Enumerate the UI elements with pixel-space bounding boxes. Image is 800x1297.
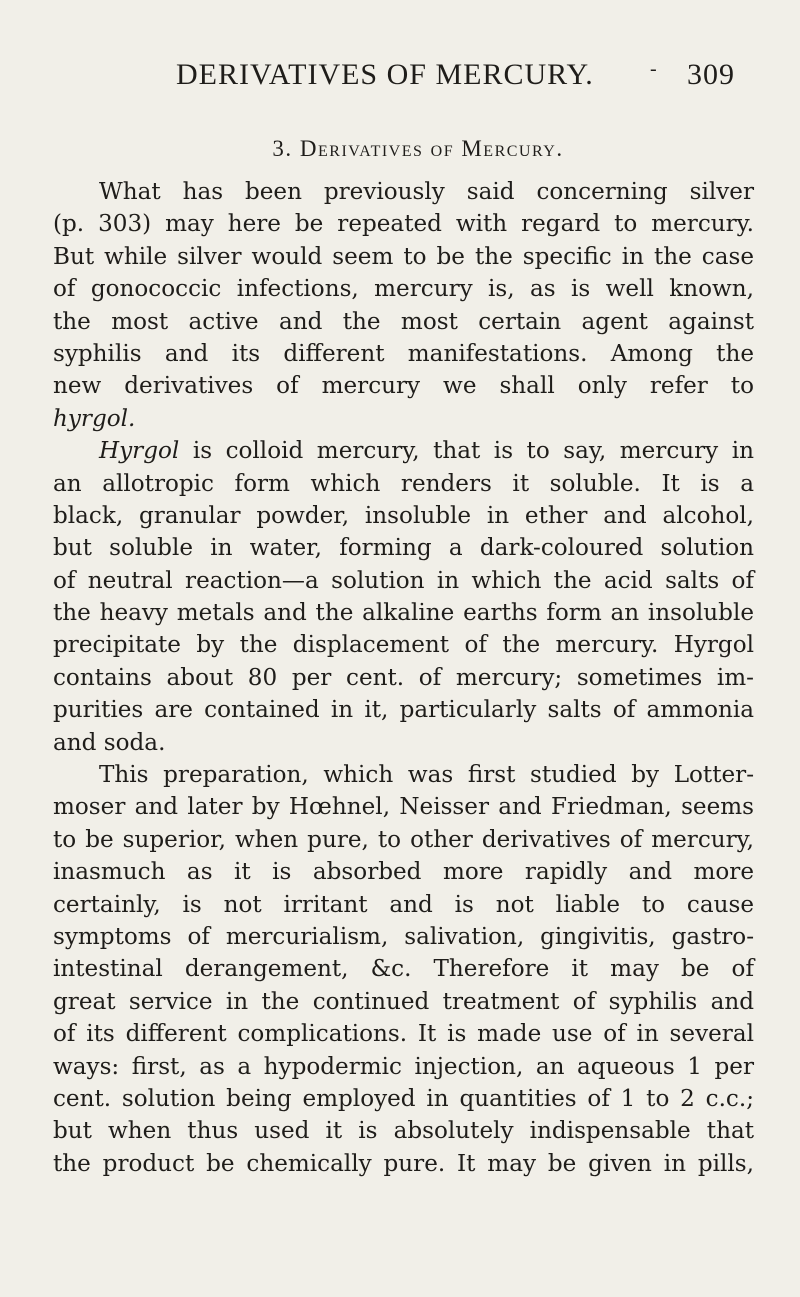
text-line: an allotropic form which renders it soluble. It is a	[53, 470, 754, 497]
text-line: black, granular powder, insoluble in ether and alcohol,	[53, 502, 754, 529]
text-line: of neutral reaction—a solution in which the acid salts of	[53, 567, 754, 594]
line-remainder: is colloid mercury, that is to say, mercury in	[179, 438, 754, 465]
text-line: symptoms of mercurialism, salivation, gingivitis, gastro-	[53, 923, 754, 950]
text-line: What has been previously said concerning silver	[99, 179, 754, 205]
text-line: certainly, is not irritant and is not liable to cause	[53, 891, 754, 918]
paragraph-2	[53, 435, 754, 759]
text-line: hyrgol.	[53, 405, 136, 432]
text-line: (p. 303) may here be repeated with regard to mercury.	[53, 211, 754, 238]
text-line: of gonococcic infections, mercury is, as is well known,	[53, 276, 754, 303]
running-header	[0, 58, 800, 94]
text-line: but when thus used it is absolutely indispensable that	[53, 1118, 754, 1145]
text-line: to be superior, when pure, to other derivatives of mercury,	[53, 826, 754, 853]
text-line: purities are contained in it, particularly salts of ammonia	[53, 697, 754, 724]
running-title: DERIVATIVES OF MERCURY.	[176, 58, 594, 91]
text-line: ways: first, as a hypodermic injection, an aqueous 1 per	[53, 1053, 754, 1080]
text-line: great service in the continued treatment of syphilis and	[53, 988, 754, 1015]
text-line: but soluble in water, forming a dark-coloured solution	[53, 535, 754, 562]
text-line: of its different complications. It is made use of in several	[53, 1021, 754, 1048]
text-line: moser and later by Hœhnel, Neisser and Friedman, seems	[53, 794, 754, 821]
text-line: the product be chemically pure. It may be given in pills,	[53, 1150, 754, 1177]
text-line: contains about 80 per cent. of mercury; sometimes im-	[53, 664, 754, 691]
paragraph-1	[53, 176, 754, 435]
text-line: syphilis and its different manifestations. Among the	[53, 340, 754, 367]
body-text	[53, 176, 754, 1180]
paragraph-3	[53, 759, 754, 1180]
text-line: and soda.	[53, 729, 166, 756]
text-line: the heavy metals and the alkaline earths form an insoluble	[53, 600, 754, 627]
running-mark: -	[650, 58, 658, 80]
text-line: cent. solution being employed in quantities of 1 to 2 c.c.;	[53, 1085, 754, 1112]
text-line: new derivatives of mercury we shall only refer to	[53, 373, 754, 400]
text-line: precipitate by the displacement of the mercury. Hyrgol	[53, 632, 754, 659]
text-line: inasmuch as it is absorbed more rapidly and more	[53, 859, 754, 886]
text-line: the most active and the most certain agent against	[53, 308, 754, 335]
text-line: But while silver would seem to be the specific in the case	[53, 243, 754, 270]
section-heading: 3. Derivatives of Mercury.	[272, 136, 564, 161]
text-line	[53, 435, 754, 467]
text-line: intestinal derangement, &c. Therefore it may be of	[53, 956, 754, 983]
page-number: 309	[687, 58, 735, 91]
hyrgol-term: Hyrgol	[99, 438, 180, 465]
text-line: This preparation, which was first studied by Lotter-	[99, 762, 754, 789]
